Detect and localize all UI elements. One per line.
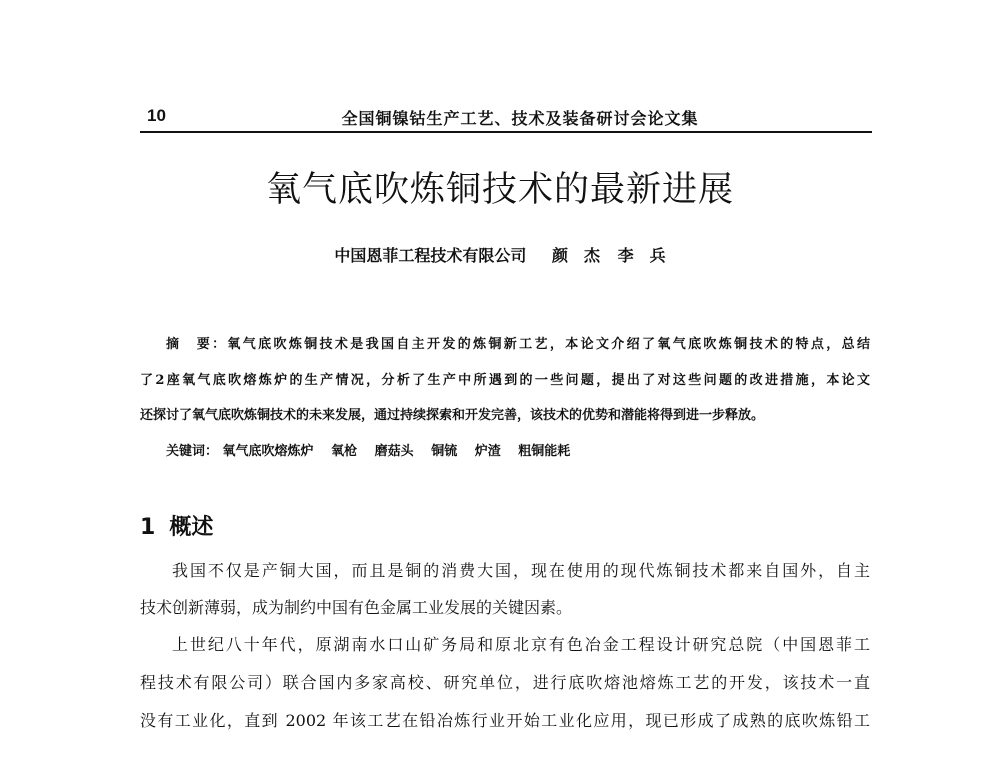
running-header: 全国铜镍钴生产工艺、技术及装备研讨会论文集 — [341, 109, 699, 128]
keyword: 粗铜能耗 — [518, 444, 571, 459]
section-title: 概述 — [169, 515, 214, 540]
author-name: 颜 杰 — [551, 246, 600, 265]
body-line: 我国不仅是产铜大国，而且是铜的消费大国，现在使用的现代炼铜技术都来自国外，自主 — [172, 561, 870, 580]
keyword: 氧枪 — [331, 444, 358, 459]
keyword: 磨菇头 — [374, 444, 414, 459]
keyword: 氧气底吹熔炼炉 — [222, 444, 314, 459]
body-line: 上世纪八十年代，原湖南水口山矿务局和原北京有色冶金工程设计研究总院（中国恩菲工 — [172, 635, 870, 654]
body-line: 没有工业化，直到 2002 年该工艺在铅冶炼行业开始工业化应用，现已形成了成熟的底吹炼铅工 — [140, 711, 870, 730]
keywords — [166, 440, 896, 459]
keyword: 炉渣 — [474, 444, 501, 459]
keywords-label: 关键词： — [166, 444, 219, 459]
author-name: 李 兵 — [617, 246, 666, 265]
authors — [0, 243, 1000, 266]
page-number: 10 — [147, 106, 166, 125]
section-heading — [140, 510, 213, 541]
abstract-line: 还探讨了氧气底吹炼铜技术的未来发展，通过持续探索和开发完善，该技术的优势和潜能将得到进一步释放。 — [140, 408, 765, 423]
abstract-label: 摘 要： — [166, 337, 228, 352]
abstract-line: 了2座氧气底吹熔炼炉的生产情况，分析了生产中所遇到的一些问题，提出了对这些问题的改进措施，本论文 — [140, 373, 870, 388]
body-line: 程技术有限公司）联合国内多家高校、研究单位，进行底吹熔池熔炼工艺的开发，该技术一直 — [140, 673, 870, 692]
affiliation: 中国恩菲工程技术有限公司 — [334, 246, 527, 265]
section-number: 1 — [140, 515, 156, 540]
body-line: 技术创新薄弱，成为制约中国有色金属工业发展的关键因素。 — [140, 598, 573, 617]
abstract-line: 摘 要：氧气底吹炼铜技术是我国自主开发的炼铜新工艺，本论文介绍了氧气底吹炼铜技术的特点，总结 — [166, 337, 870, 352]
header-rule — [140, 131, 872, 133]
paper-title: 氧气底吹炼铜技术的最新进展 — [265, 170, 734, 210]
keyword: 铜锍 — [431, 444, 458, 459]
